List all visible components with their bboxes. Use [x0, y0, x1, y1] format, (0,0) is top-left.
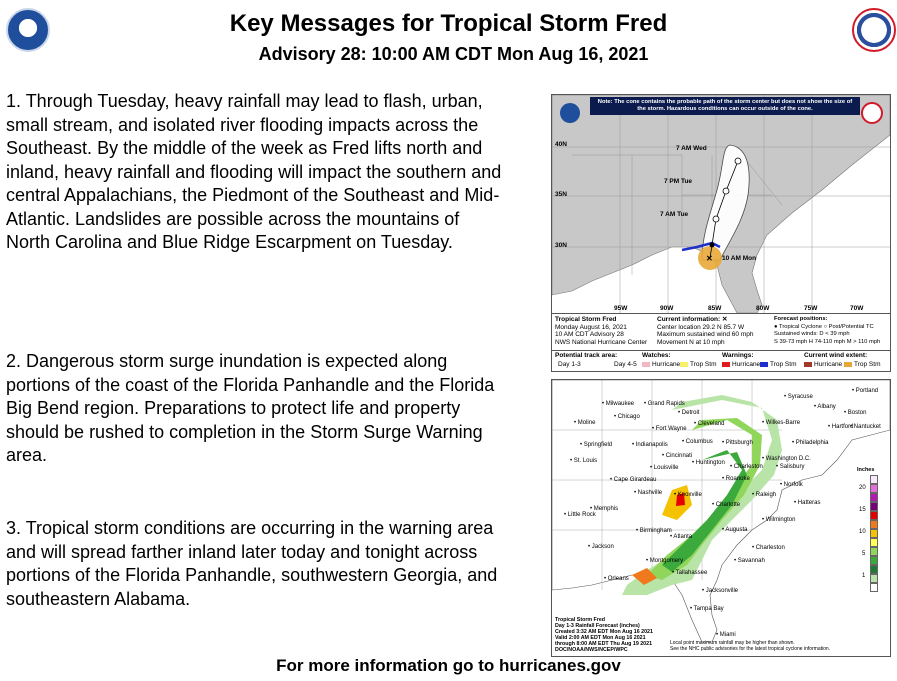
- legend-swatch: [870, 520, 878, 529]
- track-label: 10 AM Mon: [722, 255, 757, 262]
- city-label: • Nashville: [634, 490, 663, 496]
- forecast-line: S 39-73 mph H 74-110 mph M > 110 mph: [774, 338, 881, 345]
- city-label: • Syracuse: [784, 394, 813, 400]
- city-label: • Miami: [716, 632, 736, 638]
- city-label: • Tampa Bay: [690, 606, 724, 612]
- legend-swatch: [870, 493, 878, 502]
- rainfall-forecast-map: [551, 379, 891, 657]
- rain-legend-colorbar: [870, 475, 878, 592]
- cone-map-graphic: [552, 95, 890, 313]
- caption-line: Valid 2:00 AM EDT Mon Aug 16 2021: [555, 635, 646, 641]
- current-info-line: Center location 29.2 N 85.7 W: [657, 323, 745, 331]
- legend-swatch: [870, 547, 878, 556]
- key-message-1: 1. Through Tuesday, heavy rainfall may lead to flash, urban, small stream, and isolated river flooding impacts across the Southeast. By the middle of the week as Fred lifts north and inland, heavy rainfall and flooding will impact the southern and central Appalachians, the Piedmont of the Southeast and Mid-Atlantic. Landslides are possible across the mountains of North Carolina and Blue Ridge Escarpment on Tuesday.: [6, 91, 502, 252]
- legend-wind-tropstm: Trop Stm: [854, 361, 881, 368]
- city-label: • Atlanta: [670, 534, 693, 540]
- city-label: • Charleston: [752, 545, 785, 551]
- city-label: • Little Rock: [564, 512, 596, 518]
- city-label: • St. Louis: [570, 458, 598, 464]
- caption-line: Created 3:32 AM EDT Mon Aug 16 2021: [555, 629, 653, 635]
- legend-tick: 10: [859, 529, 866, 535]
- lon-label: 70W: [850, 305, 864, 312]
- legend-wind-hurricane: Hurricane: [814, 361, 843, 368]
- legend-watch-tropstm: Trop Stm: [690, 361, 717, 368]
- lon-label: 90W: [660, 305, 674, 312]
- city-label: • Nantucket: [850, 424, 881, 430]
- advisory-subtitle: Advisory 28: 10:00 AM CDT Mon Aug 16, 2021: [258, 44, 649, 64]
- city-label: • Cape Girardeau: [610, 477, 657, 483]
- city-label: • Portland: [852, 388, 879, 394]
- city-label: • Albany: [814, 404, 836, 410]
- city-label: • Tallahassee: [672, 570, 708, 576]
- city-label: • Milwaukee: [602, 401, 635, 407]
- legend-day45: Day 4-5: [614, 361, 637, 368]
- track-label: 7 AM Wed: [676, 145, 707, 152]
- lat-label: 40N: [555, 141, 567, 148]
- city-label: • Grand Rapids: [644, 401, 685, 407]
- legend-swatch: [870, 574, 878, 583]
- legend-wind-title: Current wind extent:: [804, 352, 868, 359]
- footer-info: For more information go to hurricanes.gov: [276, 656, 621, 675]
- caption-line: DOC/NOAA/NWS/NCEP/WPC: [555, 647, 628, 653]
- forecast-line: Sustained winds: D < 39 mph: [774, 331, 850, 337]
- legend-warn-tropstm: Trop Stm: [770, 361, 797, 368]
- legend-swatch: [870, 484, 878, 493]
- forecast-cone-map: [551, 94, 891, 372]
- legend-warnings-title: Warnings:: [722, 352, 754, 359]
- legend-swatch: [870, 475, 878, 484]
- city-label: • Charleston: [730, 464, 763, 470]
- legend-swatch: [870, 538, 878, 547]
- city-label: • Huntington: [692, 460, 725, 466]
- current-info-line: Maximum sustained wind 60 mph: [657, 331, 754, 338]
- city-label: • Cincinnati: [662, 453, 693, 459]
- storm-detail: NWS National Hurricane Center: [555, 338, 648, 346]
- city-label: • Wilmington: [762, 517, 796, 523]
- city-label: • Jackson: [588, 544, 614, 550]
- storm-name: Tropical Storm Fred: [555, 316, 617, 323]
- city-label: • Augusta: [722, 527, 748, 533]
- city-label: • Cleveland: [694, 421, 725, 427]
- lat-label: 35N: [555, 191, 567, 198]
- forecast-line: ● Tropical Cyclone ○ Post/Potential TC: [774, 323, 874, 330]
- city-label: • Salisbury: [776, 464, 805, 470]
- legend-tick: 15: [859, 507, 866, 513]
- note-line: Local point maximum rainfall may be higher than shown.: [670, 640, 795, 646]
- city-label: • Birmingham: [636, 528, 672, 534]
- current-info-line: Movement N at 10 mph: [657, 338, 725, 346]
- city-label: • Hatteras: [794, 500, 821, 506]
- legend-swatch: [870, 556, 878, 565]
- forecast-title: Forecast positions:: [774, 316, 828, 322]
- legend-swatch: [870, 502, 878, 511]
- rain-map-note: [670, 640, 830, 652]
- legend-swatch: [870, 565, 878, 574]
- city-label: • Fort Wayne: [652, 426, 687, 432]
- city-label: • Charlotte: [712, 502, 741, 508]
- lat-label: 30N: [555, 242, 567, 249]
- city-label: • Moline: [574, 420, 596, 426]
- city-label: • Columbus: [682, 439, 713, 445]
- track-label: 7 PM Tue: [664, 178, 693, 185]
- current-info-title: Current information: ✕: [657, 316, 728, 323]
- city-label: • Wilkes-Barre: [762, 420, 801, 426]
- legend-swatch: [870, 529, 878, 538]
- key-message-2: 2. Dangerous storm surge inundation is expected along portions of the coast of the Florida Panhandle and the Florida Big Bend region. Preparations to protect life and property should be rushed to completion in the Storm Surge Warning area.: [6, 351, 495, 465]
- legend-day13: Day 1-3: [558, 361, 581, 368]
- note-line: See the NHC public advisories for the latest tropical cyclone information.: [670, 646, 831, 652]
- city-label: • Boston: [844, 410, 867, 416]
- legend-tick: 5: [862, 551, 866, 557]
- legend-watch-hurricane: Hurricane: [652, 361, 681, 368]
- city-label: • Orleans: [604, 576, 629, 582]
- city-label: • Raleigh: [752, 492, 777, 498]
- caption-line: Tropical Storm Fred: [555, 617, 606, 623]
- city-label: • Detroit: [678, 410, 700, 416]
- lon-label: 80W: [756, 305, 770, 312]
- rain-map-caption: [555, 617, 653, 653]
- legend-tick: 1: [862, 573, 866, 579]
- city-label: • Norfolk: [780, 482, 803, 488]
- storm-detail: Monday August 16, 2021: [555, 323, 627, 331]
- cone-info-box: [552, 313, 890, 372]
- caption-line: Day 1-3 Rainfall Forecast (inches): [555, 623, 640, 629]
- city-label: • Chicago: [614, 414, 640, 420]
- caption-line: through 8:00 AM EDT Thu Aug 19 2021: [555, 641, 653, 647]
- track-label: 7 AM Tue: [660, 211, 689, 218]
- city-label: • Washington D.C.: [762, 456, 811, 462]
- city-label: • Louisville: [650, 465, 679, 471]
- cone-disclaimer-note: Note: The cone contains the probable path of the storm center but does not show the size of the storm. Hazardous conditions can occur outside of the cone.: [590, 97, 860, 115]
- lon-label: 75W: [804, 305, 818, 312]
- rain-legend-title: Inches: [857, 467, 875, 473]
- key-message-3: 3. Tropical storm conditions are occurring in the warning area and will spread farther inland later today and tonight across portions of the Florida Panhandle, southwestern Georgia, and southeastern Alabama.: [6, 518, 498, 609]
- city-label: • Memphis: [590, 506, 619, 512]
- city-label: • Montgomery: [646, 558, 684, 564]
- city-label: • Pittsburgh: [722, 440, 753, 446]
- legend-track-title: Potential track area:: [555, 352, 618, 359]
- city-label: • Jacksonville: [702, 588, 739, 594]
- legend-swatch: [870, 583, 878, 592]
- storm-detail: 10 AM CDT Advisory 28: [555, 331, 624, 338]
- lon-label: 85W: [708, 305, 722, 312]
- lon-label: 95W: [614, 305, 628, 312]
- city-label: • Roanoke: [722, 476, 750, 482]
- city-label: • Hartford: [828, 424, 854, 430]
- city-label: • Savannah: [734, 558, 765, 564]
- city-label: • Philadelphia: [792, 440, 829, 446]
- legend-warn-hurricane: Hurricane: [732, 361, 761, 368]
- city-label: • Knoxville: [674, 492, 702, 498]
- city-label: • Springfield: [580, 442, 613, 448]
- city-label: • Indianapolis: [632, 442, 668, 448]
- page-title: Key Messages for Tropical Storm Fred: [229, 10, 668, 37]
- svg-text:✕: ✕: [706, 254, 713, 263]
- legend-tick: 20: [859, 485, 866, 491]
- legend-watches-title: Watches:: [642, 352, 671, 359]
- legend-swatch: [870, 511, 878, 520]
